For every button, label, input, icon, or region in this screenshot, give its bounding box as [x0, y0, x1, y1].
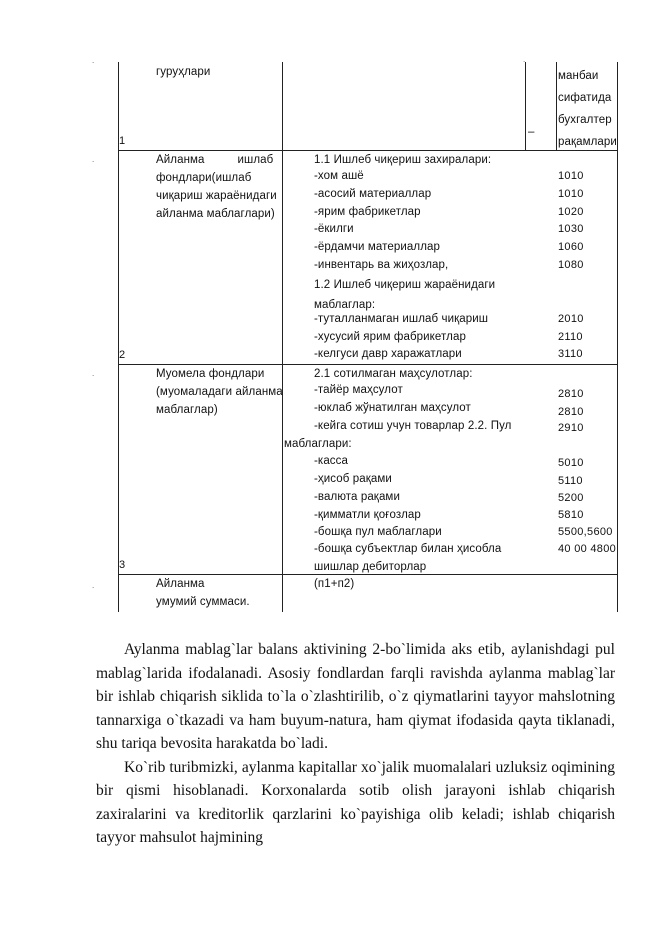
item-text: -келгуси давр харажатлари [314, 348, 462, 360]
margin-dot: . [92, 369, 95, 378]
account-code: 1010 [558, 188, 584, 200]
table-divider-col5 [556, 62, 557, 150]
row-number: 2 [119, 349, 126, 361]
account-code: 2810 [558, 388, 584, 400]
margin-dot: . [92, 581, 95, 590]
item-text: -тайёр маҳсулот [314, 384, 403, 396]
table-row-separator [118, 150, 618, 151]
paragraph: Aylanma mablag`lar balans aktivining 2-bo`limida aks etib, aylanishdagi pul mablag`larida ifodalanadi. Asosiy fondlardan farqli ravishda aylanma mablag`lar bir ishlab chiqarish siklida to`la o`zlashtirilib, o`z qiymatlarini tayyor mahslotning tannarxiga o`tkazadi va ham buyum-natura, ham qiymat ifodasida qayta tiklanadi, shu tariqa bevosita harakatda bo`ladi. [96, 641, 615, 752]
source-cell-line: бухгалтер [558, 114, 612, 126]
item-text: шишлар дебиторлар [314, 561, 427, 573]
item-text: -ёрдамчи материаллар [314, 241, 440, 253]
item-text: -бошқа субъектлар билан ҳисобла [314, 543, 502, 555]
cell-fragment: – [528, 126, 535, 138]
item-text: -туталланмаган ишлаб чиқариш [314, 313, 489, 325]
margin-dot: . [523, 55, 526, 64]
account-code: 3110 [558, 348, 583, 360]
item-text: 2.1 сотилмаган маҳсулотлар: [314, 368, 473, 380]
account-code: 2910 [558, 422, 584, 434]
row-number: 3 [119, 559, 126, 571]
group-cell-line: айланма маблаглари) [156, 208, 275, 220]
total-cell-line: Айланма [156, 578, 205, 590]
account-code: 5500,5600 [558, 526, 613, 538]
item-text: -инвентарь ва жиҳозлар, [314, 259, 449, 271]
source-cell-line: сифатида [558, 92, 612, 104]
source-cell-line: манбаи [558, 70, 599, 82]
total-cell-line: умумий суммаси. [156, 596, 250, 608]
account-code: 5200 [558, 492, 584, 504]
account-code: 5010 [558, 457, 584, 469]
item-text: 1.1 Ишлеб чиқериш захиралари: [314, 154, 492, 166]
item-text: -бошқа пул маблаглари [314, 526, 442, 538]
item-text: -ҳисоб рақами [314, 473, 392, 485]
item-text: -валюта рақами [314, 491, 400, 503]
body-text [96, 638, 615, 850]
item-text: -кейга сотиш учун товарлар 2.2. Пул [314, 420, 512, 432]
item-text: -қимматли қоғозлар [314, 509, 421, 521]
item-text: маблаглари: [284, 438, 352, 450]
account-code: 5110 [558, 475, 583, 487]
item-text: -касса [314, 455, 349, 467]
item-text: -хом ашё [314, 170, 364, 182]
item-text: -хусусий ярим фабрикетлар [314, 331, 466, 343]
group-cell-line: Муомела фондлари [156, 368, 265, 380]
table-border-right [617, 62, 618, 612]
account-code: 1020 [558, 206, 584, 218]
item-text: -асосий материаллар [314, 188, 432, 200]
source-cell-line: рақамлари [558, 136, 617, 148]
paragraph: Ko`rib turibmizki, aylanma kapitallar xo`jalik muomalalari uzluksiz oqimining bir qismi hisoblanadi. Korxonalarda sotib olish jarayoni ishlab chiqarish zaxiralarini va kreditorlik qarzlarini ko`payishiga olib keladi; ishlab chiqarish tayyor mahsulot hajmining [96, 758, 615, 846]
account-code: 2110 [558, 331, 583, 343]
group-cell-line: чиқариш жараёнидаги [156, 190, 277, 202]
group-cell-line: маблаглар) [156, 404, 218, 416]
group-cell-line: фондлари(ишлаб [156, 172, 252, 184]
item-text: -ярим фабрикетлар [314, 206, 421, 218]
account-code: 2010 [558, 313, 584, 325]
account-code: 1010 [558, 170, 584, 182]
row-number: 1 [119, 135, 126, 147]
account-code: 1060 [558, 241, 584, 253]
margin-dot: . [92, 56, 95, 65]
table-divider-col2 [282, 62, 283, 612]
item-text: маблаглар: [314, 299, 376, 311]
group-cell-line: Айланма ишлаб [156, 154, 274, 166]
account-code: 5810 [558, 509, 584, 521]
table-divider-col4 [525, 62, 526, 150]
item-text: 1.2 Ишлеб чиқериш жараёнидаги [314, 279, 496, 291]
margin-dot: . [92, 155, 95, 164]
account-code: 1080 [558, 259, 584, 271]
item-text: -ёкилги [314, 223, 354, 235]
total-formula: (п1+п2) [314, 578, 355, 590]
account-code: 2810 [558, 406, 584, 418]
account-code: 40 00 4800 [558, 543, 617, 555]
table-row-separator [118, 364, 618, 365]
item-text: -юклаб жўнатилган маҳсулот [314, 402, 471, 414]
account-code: 1030 [558, 223, 584, 235]
group-cell-line: (муомаладаги айланма [156, 386, 283, 398]
group-cell: гуруҳлари [156, 66, 211, 78]
